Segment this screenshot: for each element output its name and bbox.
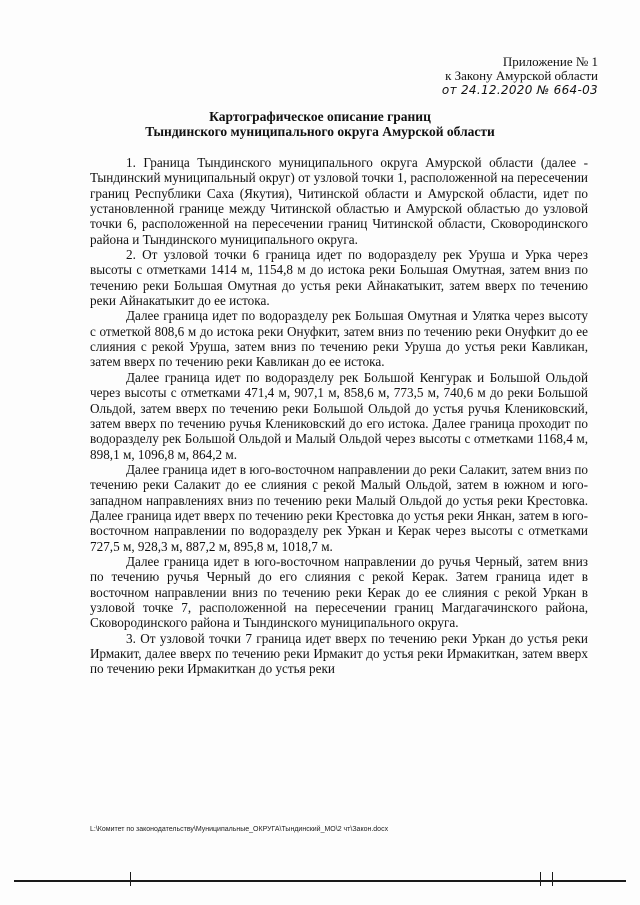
appendix-header [442,55,598,97]
scan-mark [130,872,131,886]
document-title [60,109,580,139]
footer-file-path: L:\Комитет по законодательству\Муниципальные_ОКРУГА\Тындинский_МО\2 чт\Закон.docx [90,826,389,833]
paragraph: Далее граница идет в юго-восточном направлении до реки Салакит, затем вниз по течению реки Салакит до ее слияния с рекой Малый Ольдой, затем в южном и юго-западном направлениях вниз по течению реки Малый Ольдой до устья реки Крестовка. Далее граница идет вверх по течению реки Крестовка до устья реки Янкан, затем в юго-восточном направлении по водоразделу рек Уркан и Керак через высоты с отметками 727,5 м, 928,3 м, 887,2 м, 895,8 м, 1018,7 м. [90,461,588,554]
document-body [90,155,588,677]
scan-edge-line [14,880,626,882]
appendix-law-reference: к Закону Амурской области [445,68,598,83]
paragraph: Далее граница идет по водоразделу рек Большой Кенгурак и Большой Ольдой через высоты с отметками 471,4 м, 907,1 м, 858,6 м, 773,5 м, 740,6 м до реки Большой Ольдой, затем вверх по течению реки Большой Ольдой до устья ручья Клениковский, затем вверх по течению ручья Клениковский до его истока. Далее граница проходит по водоразделу рек Большой Ольдой и Малый Ольдой через высоты с отметками 1168,4 м, 898,1 м, 1096,8 м, 864,2 м. [90,369,588,462]
appendix-handwritten-date: от 24.12.2020 № 664-03 [441,83,598,97]
paragraph: 3. От узловой точки 7 граница идет вверх по течению реки Уркан до устья реки Ирмакит, далее вверх по течению реки Ирмакит до устья реки Ирмакиткан, затем вверх по течению реки Ирмакиткан до устья реки [90,630,588,677]
paragraph: Далее граница идет в юго-восточном направлении до ручья Черный, затем вниз по течению ручья Черный до его слияния с рекой Керак. Затем граница идет в восточном направлении вниз по течению реки Керак до ее слияния с рекой Уркан в узловой точке 7, расположенной на пересечении границ Магдагачинского района, Сковородинского района и Тындинского муниципального округа. [90,553,588,631]
document-title-line-2: Тындинского муниципального округа Амурской области [145,124,495,139]
paragraph: 2. От узловой точки 6 граница идет по водоразделу рек Уруша и Урка через высоты с отметками 1414 м, 1154,8 м до истока реки Большая Омутная, затем вниз по течению реки Большая Омутная до устья реки Айнакатыкит, затем вверх по течению реки Айнакатыкит до ее истока. [90,247,588,309]
scan-mark [552,872,553,886]
appendix-number: Приложение № 1 [502,54,598,69]
paragraph: Далее граница идет по водоразделу рек Большая Омутная и Улятка через высоту с отметкой 808,6 м до истока реки Онуфкит, затем вниз по течению реки Онуфкит до ее слияния с рекой Уруша, затем вниз по течению реки Уруша до устья реки Кавликан, затем вверх по течению реки Кавликан до ее истока. [90,308,588,370]
paragraph: 1. Граница Тындинского муниципального округа Амурской области (далее - Тындинский муниципальный округ) от узловой точки 1, расположенной на пересечении границ Республики Саха (Якутия), Читинской области и Амурской области, идет по установленной границе между Читинской областью и Амурской областью до узловой точки 6, расположенной на пересечении границ Читинской области, Сковородинского района и Тындинского муниципального округа. [90,155,588,247]
document-title-line-1: Картографическое описание границ [209,109,431,124]
scan-mark [540,872,541,886]
